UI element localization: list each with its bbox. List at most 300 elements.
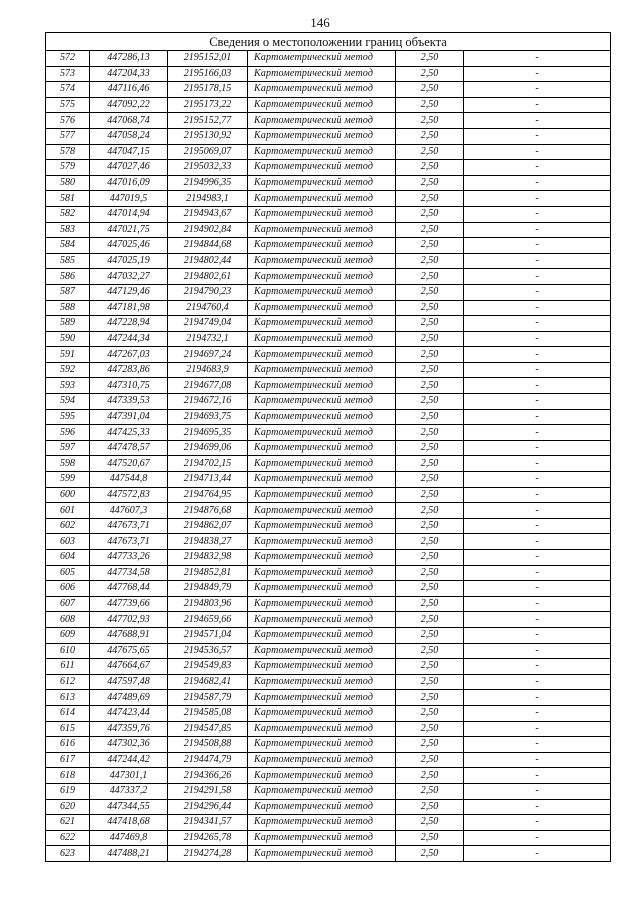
note-cell: - <box>464 643 611 659</box>
x-coordinate-cell: 447673,71 <box>90 534 168 550</box>
x-coordinate-cell: 447047,15 <box>90 144 168 160</box>
x-coordinate-cell: 447302,36 <box>90 737 168 753</box>
y-coordinate-cell: 2194983,1 <box>168 191 248 207</box>
y-coordinate-cell: 2194274,28 <box>168 846 248 862</box>
method-cell: Картометрический метод <box>248 425 396 441</box>
note-cell: - <box>464 82 611 98</box>
method-cell: Картометрический метод <box>248 300 396 316</box>
point-number-cell: 583 <box>46 222 90 238</box>
y-coordinate-cell: 2194876,68 <box>168 503 248 519</box>
method-cell: Картометрический метод <box>248 518 396 534</box>
point-number-cell: 585 <box>46 253 90 269</box>
x-coordinate-cell: 447032,27 <box>90 269 168 285</box>
accuracy-cell: 2,50 <box>396 253 464 269</box>
note-cell: - <box>464 269 611 285</box>
x-coordinate-cell: 447204,33 <box>90 66 168 82</box>
y-coordinate-cell: 2194587,79 <box>168 690 248 706</box>
point-number-cell: 614 <box>46 705 90 721</box>
point-number-cell: 590 <box>46 331 90 347</box>
method-cell: Картометрический метод <box>248 316 396 332</box>
point-number-cell: 610 <box>46 643 90 659</box>
x-coordinate-cell: 447181,98 <box>90 300 168 316</box>
note-cell: - <box>464 721 611 737</box>
accuracy-cell: 2,50 <box>396 565 464 581</box>
point-number-cell: 612 <box>46 674 90 690</box>
note-cell: - <box>464 425 611 441</box>
note-cell: - <box>464 456 611 472</box>
point-number-cell: 599 <box>46 472 90 488</box>
accuracy-cell: 2,50 <box>396 316 464 332</box>
table-row <box>46 82 611 98</box>
x-coordinate-cell: 447068,74 <box>90 113 168 129</box>
point-number-cell: 606 <box>46 581 90 597</box>
y-coordinate-cell: 2194585,08 <box>168 705 248 721</box>
table-row <box>46 331 611 347</box>
note-cell: - <box>464 347 611 363</box>
method-cell: Картометрический метод <box>248 144 396 160</box>
method-cell: Картометрический метод <box>248 690 396 706</box>
accuracy-cell: 2,50 <box>396 238 464 254</box>
note-cell: - <box>464 752 611 768</box>
y-coordinate-cell: 2194732,1 <box>168 331 248 347</box>
table-row <box>46 394 611 410</box>
x-coordinate-cell: 447607,3 <box>90 503 168 519</box>
page-number: 146 <box>310 15 330 30</box>
note-cell: - <box>464 472 611 488</box>
point-number-cell: 581 <box>46 191 90 207</box>
method-cell: Картометрический метод <box>248 347 396 363</box>
y-coordinate-cell: 2194682,41 <box>168 674 248 690</box>
y-coordinate-cell: 2195152,01 <box>168 51 248 67</box>
method-cell: Картометрический метод <box>248 394 396 410</box>
method-cell: Картометрический метод <box>248 768 396 784</box>
accuracy-cell: 2,50 <box>396 222 464 238</box>
table-title-row <box>46 33 611 51</box>
table-row <box>46 97 611 113</box>
y-coordinate-cell: 2194341,57 <box>168 815 248 831</box>
note-cell: - <box>464 238 611 254</box>
x-coordinate-cell: 447478,57 <box>90 440 168 456</box>
x-coordinate-cell: 447014,94 <box>90 206 168 222</box>
method-cell: Картометрический метод <box>248 378 396 394</box>
x-coordinate-cell: 447228,94 <box>90 316 168 332</box>
y-coordinate-cell: 2194849,79 <box>168 581 248 597</box>
point-number-cell: 616 <box>46 737 90 753</box>
method-cell: Картометрический метод <box>248 66 396 82</box>
x-coordinate-cell: 447283,86 <box>90 362 168 378</box>
y-coordinate-cell: 2194802,61 <box>168 269 248 285</box>
method-cell: Картометрический метод <box>248 550 396 566</box>
accuracy-cell: 2,50 <box>396 815 464 831</box>
note-cell: - <box>464 659 611 675</box>
table-row <box>46 113 611 129</box>
accuracy-cell: 2,50 <box>396 752 464 768</box>
x-coordinate-cell: 447244,34 <box>90 331 168 347</box>
accuracy-cell: 2,50 <box>396 659 464 675</box>
table-row <box>46 846 611 862</box>
x-coordinate-cell: 447129,46 <box>90 284 168 300</box>
table-row <box>46 378 611 394</box>
point-number-cell: 589 <box>46 316 90 332</box>
accuracy-cell: 2,50 <box>396 799 464 815</box>
point-number-cell: 620 <box>46 799 90 815</box>
method-cell: Картометрический метод <box>248 752 396 768</box>
y-coordinate-cell: 2194838,27 <box>168 534 248 550</box>
accuracy-cell: 2,50 <box>396 487 464 503</box>
accuracy-cell: 2,50 <box>396 97 464 113</box>
point-number-cell: 618 <box>46 768 90 784</box>
note-cell: - <box>464 175 611 191</box>
method-cell: Картометрический метод <box>248 612 396 628</box>
y-coordinate-cell: 2195152,77 <box>168 113 248 129</box>
method-cell: Картометрический метод <box>248 596 396 612</box>
table-row <box>46 425 611 441</box>
y-coordinate-cell: 2194702,15 <box>168 456 248 472</box>
note-cell: - <box>464 300 611 316</box>
note-cell: - <box>464 378 611 394</box>
y-coordinate-cell: 2194713,44 <box>168 472 248 488</box>
x-coordinate-cell: 447675,65 <box>90 643 168 659</box>
point-number-cell: 617 <box>46 752 90 768</box>
y-coordinate-cell: 2194366,26 <box>168 768 248 784</box>
method-cell: Картометрический метод <box>248 456 396 472</box>
point-number-cell: 603 <box>46 534 90 550</box>
point-number-cell: 586 <box>46 269 90 285</box>
point-number-cell: 621 <box>46 815 90 831</box>
table-row <box>46 799 611 815</box>
accuracy-cell: 2,50 <box>396 175 464 191</box>
x-coordinate-cell: 447423,44 <box>90 705 168 721</box>
table-row <box>46 752 611 768</box>
note-cell: - <box>464 222 611 238</box>
point-number-cell: 584 <box>46 238 90 254</box>
accuracy-cell: 2,50 <box>396 550 464 566</box>
table-row <box>46 316 611 332</box>
point-number-cell: 576 <box>46 113 90 129</box>
table-row <box>46 191 611 207</box>
note-cell: - <box>464 799 611 815</box>
method-cell: Картометрический метод <box>248 737 396 753</box>
method-cell: Картометрический метод <box>248 581 396 597</box>
accuracy-cell: 2,50 <box>396 347 464 363</box>
method-cell: Картометрический метод <box>248 830 396 846</box>
accuracy-cell: 2,50 <box>396 721 464 737</box>
note-cell: - <box>464 113 611 129</box>
point-number-cell: 604 <box>46 550 90 566</box>
note-cell: - <box>464 51 611 67</box>
table-row <box>46 581 611 597</box>
accuracy-cell: 2,50 <box>396 409 464 425</box>
point-number-cell: 615 <box>46 721 90 737</box>
y-coordinate-cell: 2195130,92 <box>168 128 248 144</box>
accuracy-cell: 2,50 <box>396 191 464 207</box>
x-coordinate-cell: 447469,8 <box>90 830 168 846</box>
accuracy-cell: 2,50 <box>396 705 464 721</box>
method-cell: Картометрический метод <box>248 705 396 721</box>
point-number-cell: 578 <box>46 144 90 160</box>
x-coordinate-cell: 447768,44 <box>90 581 168 597</box>
x-coordinate-cell: 447025,19 <box>90 253 168 269</box>
table-row <box>46 627 611 643</box>
note-cell: - <box>464 581 611 597</box>
y-coordinate-cell: 2194508,88 <box>168 737 248 753</box>
x-coordinate-cell: 447489,69 <box>90 690 168 706</box>
method-cell: Картометрический метод <box>248 440 396 456</box>
y-coordinate-cell: 2195178,15 <box>168 82 248 98</box>
accuracy-cell: 2,50 <box>396 627 464 643</box>
table-row <box>46 565 611 581</box>
method-cell: Картометрический метод <box>248 674 396 690</box>
x-coordinate-cell: 447244,42 <box>90 752 168 768</box>
accuracy-cell: 2,50 <box>396 269 464 285</box>
method-cell: Картометрический метод <box>248 659 396 675</box>
accuracy-cell: 2,50 <box>396 378 464 394</box>
y-coordinate-cell: 2194693,75 <box>168 409 248 425</box>
y-coordinate-cell: 2194672,16 <box>168 394 248 410</box>
table-row <box>46 783 611 799</box>
accuracy-cell: 2,50 <box>396 144 464 160</box>
point-number-cell: 582 <box>46 206 90 222</box>
note-cell: - <box>464 518 611 534</box>
accuracy-cell: 2,50 <box>396 612 464 628</box>
note-cell: - <box>464 705 611 721</box>
method-cell: Картометрический метод <box>248 331 396 347</box>
point-number-cell: 572 <box>46 51 90 67</box>
accuracy-cell: 2,50 <box>396 534 464 550</box>
y-coordinate-cell: 2194802,44 <box>168 253 248 269</box>
point-number-cell: 601 <box>46 503 90 519</box>
y-coordinate-cell: 2194677,08 <box>168 378 248 394</box>
table-row <box>46 659 611 675</box>
x-coordinate-cell: 447488,21 <box>90 846 168 862</box>
method-cell: Картометрический метод <box>248 627 396 643</box>
note-cell: - <box>464 815 611 831</box>
x-coordinate-cell: 447025,46 <box>90 238 168 254</box>
point-number-cell: 605 <box>46 565 90 581</box>
note-cell: - <box>464 487 611 503</box>
accuracy-cell: 2,50 <box>396 128 464 144</box>
note-cell: - <box>464 565 611 581</box>
y-coordinate-cell: 2194474,79 <box>168 752 248 768</box>
point-number-cell: 609 <box>46 627 90 643</box>
y-coordinate-cell: 2194699,06 <box>168 440 248 456</box>
accuracy-cell: 2,50 <box>396 51 464 67</box>
x-coordinate-cell: 447418,68 <box>90 815 168 831</box>
method-cell: Картометрический метод <box>248 783 396 799</box>
point-number-cell: 592 <box>46 362 90 378</box>
note-cell: - <box>464 627 611 643</box>
boundary-coordinates-table <box>45 32 611 862</box>
x-coordinate-cell: 447739,66 <box>90 596 168 612</box>
point-number-cell: 602 <box>46 518 90 534</box>
y-coordinate-cell: 2194844,68 <box>168 238 248 254</box>
note-cell: - <box>464 331 611 347</box>
method-cell: Картометрический метод <box>248 534 396 550</box>
y-coordinate-cell: 2194695,35 <box>168 425 248 441</box>
table-row <box>46 362 611 378</box>
note-cell: - <box>464 191 611 207</box>
table-row <box>46 128 611 144</box>
y-coordinate-cell: 2194547,85 <box>168 721 248 737</box>
table-row <box>46 472 611 488</box>
y-coordinate-cell: 2194760,4 <box>168 300 248 316</box>
table-row <box>46 222 611 238</box>
y-coordinate-cell: 2194803,96 <box>168 596 248 612</box>
accuracy-cell: 2,50 <box>396 596 464 612</box>
point-number-cell: 580 <box>46 175 90 191</box>
x-coordinate-cell: 447572,83 <box>90 487 168 503</box>
method-cell: Картометрический метод <box>248 409 396 425</box>
y-coordinate-cell: 2194832,98 <box>168 550 248 566</box>
x-coordinate-cell: 447339,53 <box>90 394 168 410</box>
accuracy-cell: 2,50 <box>396 362 464 378</box>
table-row <box>46 737 611 753</box>
method-cell: Картометрический метод <box>248 238 396 254</box>
note-cell: - <box>464 206 611 222</box>
note-cell: - <box>464 253 611 269</box>
y-coordinate-cell: 2194852,81 <box>168 565 248 581</box>
y-coordinate-cell: 2195173,22 <box>168 97 248 113</box>
accuracy-cell: 2,50 <box>396 456 464 472</box>
note-cell: - <box>464 612 611 628</box>
y-coordinate-cell: 2194296,44 <box>168 799 248 815</box>
point-number-cell: 611 <box>46 659 90 675</box>
method-cell: Картометрический метод <box>248 206 396 222</box>
accuracy-cell: 2,50 <box>396 113 464 129</box>
accuracy-cell: 2,50 <box>396 160 464 176</box>
table-row <box>46 830 611 846</box>
accuracy-cell: 2,50 <box>396 66 464 82</box>
x-coordinate-cell: 447544,8 <box>90 472 168 488</box>
method-cell: Картометрический метод <box>248 175 396 191</box>
x-coordinate-cell: 447359,76 <box>90 721 168 737</box>
table-row <box>46 503 611 519</box>
x-coordinate-cell: 447092,22 <box>90 97 168 113</box>
x-coordinate-cell: 447021,75 <box>90 222 168 238</box>
table-row <box>46 643 611 659</box>
method-cell: Картометрический метод <box>248 128 396 144</box>
accuracy-cell: 2,50 <box>396 581 464 597</box>
table-row <box>46 815 611 831</box>
table-row <box>46 721 611 737</box>
accuracy-cell: 2,50 <box>396 425 464 441</box>
method-cell: Картометрический метод <box>248 815 396 831</box>
x-coordinate-cell: 447058,24 <box>90 128 168 144</box>
table-row <box>46 206 611 222</box>
x-coordinate-cell: 447310,75 <box>90 378 168 394</box>
table-row <box>46 596 611 612</box>
note-cell: - <box>464 737 611 753</box>
table-row <box>46 612 611 628</box>
accuracy-cell: 2,50 <box>396 440 464 456</box>
point-number-cell: 573 <box>46 66 90 82</box>
point-number-cell: 593 <box>46 378 90 394</box>
y-coordinate-cell: 2194265,78 <box>168 830 248 846</box>
method-cell: Картометрический метод <box>248 97 396 113</box>
table-title: Сведения о местоположении границ объекта <box>46 33 611 51</box>
table-row <box>46 705 611 721</box>
accuracy-cell: 2,50 <box>396 284 464 300</box>
note-cell: - <box>464 503 611 519</box>
method-cell: Картометрический метод <box>248 362 396 378</box>
x-coordinate-cell: 447733,26 <box>90 550 168 566</box>
point-number-cell: 575 <box>46 97 90 113</box>
accuracy-cell: 2,50 <box>396 768 464 784</box>
point-number-cell: 597 <box>46 440 90 456</box>
y-coordinate-cell: 2194536,57 <box>168 643 248 659</box>
method-cell: Картометрический метод <box>248 82 396 98</box>
accuracy-cell: 2,50 <box>396 737 464 753</box>
note-cell: - <box>464 830 611 846</box>
table-body <box>46 51 611 862</box>
x-coordinate-cell: 447019,5 <box>90 191 168 207</box>
note-cell: - <box>464 97 611 113</box>
y-coordinate-cell: 2194764,95 <box>168 487 248 503</box>
table-row <box>46 51 611 67</box>
point-number-cell: 619 <box>46 783 90 799</box>
accuracy-cell: 2,50 <box>396 830 464 846</box>
y-coordinate-cell: 2194683,9 <box>168 362 248 378</box>
table-row <box>46 144 611 160</box>
table-row <box>46 284 611 300</box>
note-cell: - <box>464 394 611 410</box>
x-coordinate-cell: 447301,1 <box>90 768 168 784</box>
y-coordinate-cell: 2194943,67 <box>168 206 248 222</box>
y-coordinate-cell: 2194996,35 <box>168 175 248 191</box>
accuracy-cell: 2,50 <box>396 206 464 222</box>
table-row <box>46 674 611 690</box>
y-coordinate-cell: 2194571,04 <box>168 627 248 643</box>
table-row <box>46 160 611 176</box>
note-cell: - <box>464 362 611 378</box>
note-cell: - <box>464 440 611 456</box>
accuracy-cell: 2,50 <box>396 518 464 534</box>
table-row <box>46 253 611 269</box>
note-cell: - <box>464 550 611 566</box>
table-row <box>46 269 611 285</box>
method-cell: Картометрический метод <box>248 284 396 300</box>
x-coordinate-cell: 447702,93 <box>90 612 168 628</box>
table-row <box>46 518 611 534</box>
point-number-cell: 595 <box>46 409 90 425</box>
point-number-cell: 608 <box>46 612 90 628</box>
note-cell: - <box>464 690 611 706</box>
method-cell: Картометрический метод <box>248 643 396 659</box>
point-number-cell: 613 <box>46 690 90 706</box>
y-coordinate-cell: 2195069,07 <box>168 144 248 160</box>
x-coordinate-cell: 447520,67 <box>90 456 168 472</box>
table-row <box>46 487 611 503</box>
point-number-cell: 577 <box>46 128 90 144</box>
point-number-cell: 588 <box>46 300 90 316</box>
method-cell: Картометрический метод <box>248 113 396 129</box>
accuracy-cell: 2,50 <box>396 394 464 410</box>
x-coordinate-cell: 447267,03 <box>90 347 168 363</box>
point-number-cell: 594 <box>46 394 90 410</box>
method-cell: Картометрический метод <box>248 503 396 519</box>
table-row <box>46 768 611 784</box>
point-number-cell: 598 <box>46 456 90 472</box>
note-cell: - <box>464 674 611 690</box>
x-coordinate-cell: 447286,13 <box>90 51 168 67</box>
accuracy-cell: 2,50 <box>396 783 464 799</box>
point-number-cell: 574 <box>46 82 90 98</box>
note-cell: - <box>464 316 611 332</box>
note-cell: - <box>464 144 611 160</box>
accuracy-cell: 2,50 <box>396 82 464 98</box>
method-cell: Картометрический метод <box>248 472 396 488</box>
point-number-cell: 607 <box>46 596 90 612</box>
